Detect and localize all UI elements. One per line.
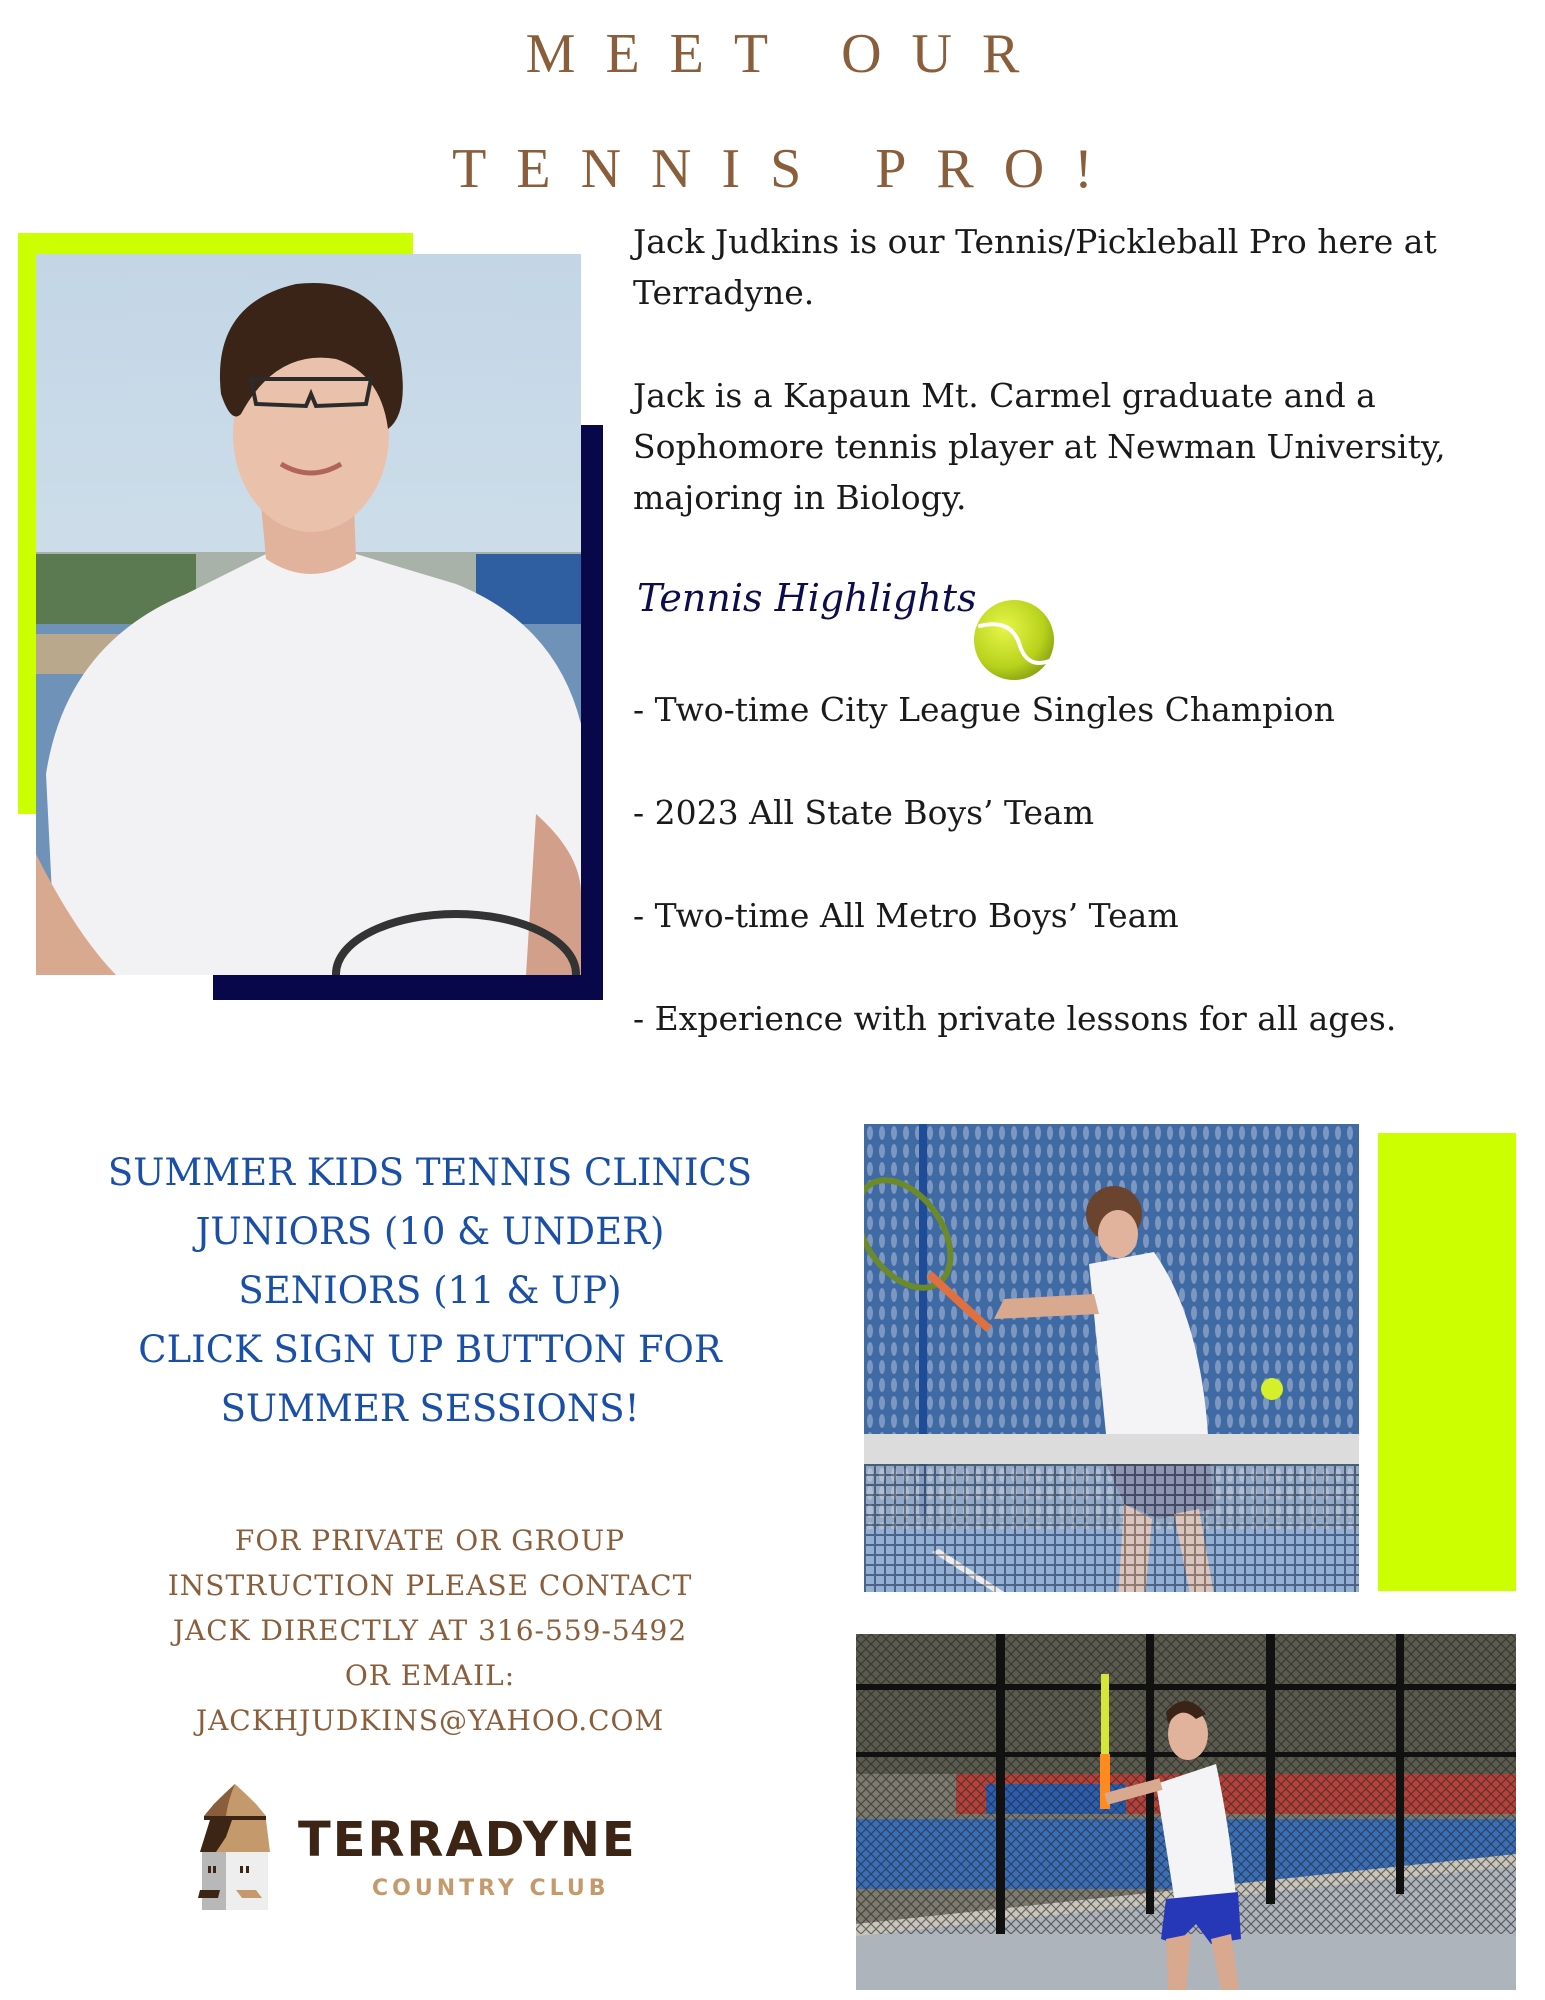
highlight-item: - Two-time City League Singles Champion [633,690,1335,729]
logo-wordmark: TERRADYNE [298,1812,637,1868]
logo-subtitle: COUNTRY CLUB [372,1876,610,1901]
action-photo-backhand [856,1634,1516,1990]
contact-line: FOR PRIVATE OR GROUP [234,1524,626,1557]
highlight-item: - 2023 All State Boys’ Team [633,793,1094,832]
contact-line: INSTRUCTION PLEASE CONTACT [167,1569,693,1602]
page-title-line-2: TENNIS PRO! [452,138,1123,200]
highlights-heading: Tennis Highlights [637,576,977,620]
tennis-ball-icon [972,598,1056,682]
highlight-item: - Two-time All Metro Boys’ Team [633,896,1179,935]
contact-line: OR EMAIL: [344,1659,516,1692]
clinic-line: SENIORS (11 & UP) [238,1269,622,1312]
clinic-line: SUMMER SESSIONS! [220,1387,640,1430]
clinic-line: JUNIORS (10 & UNDER) [195,1210,665,1253]
terradyne-tower-icon [196,1782,274,1910]
contact-line: JACK DIRECTLY AT 316-559-5492 [172,1614,688,1647]
clinic-line: SUMMER KIDS TENNIS CLINICS [107,1151,753,1194]
page-title-line-1: MEET OUR [525,23,1050,85]
contact-email[interactable]: JACKHJUDKINS@YAHOO.COM [195,1704,665,1737]
highlight-item: - Experience with private lessons for all ages. [633,999,1397,1038]
portrait-illustration [36,254,581,975]
bio-paragraph-education: Jack is a Kapaun Mt. Carmel graduate and a Sophomore tennis player at Newman University, majoring in Biology. [633,376,1446,517]
clinic-line: CLICK SIGN UP BUTTON FOR [138,1328,722,1371]
lime-accent-bar [1378,1133,1516,1591]
action-photo-forehand [864,1124,1359,1592]
portrait-photo [36,254,581,975]
bio-paragraph-intro: Jack Judkins is our Tennis/Pickleball Pro here at Terradyne. [633,222,1437,312]
